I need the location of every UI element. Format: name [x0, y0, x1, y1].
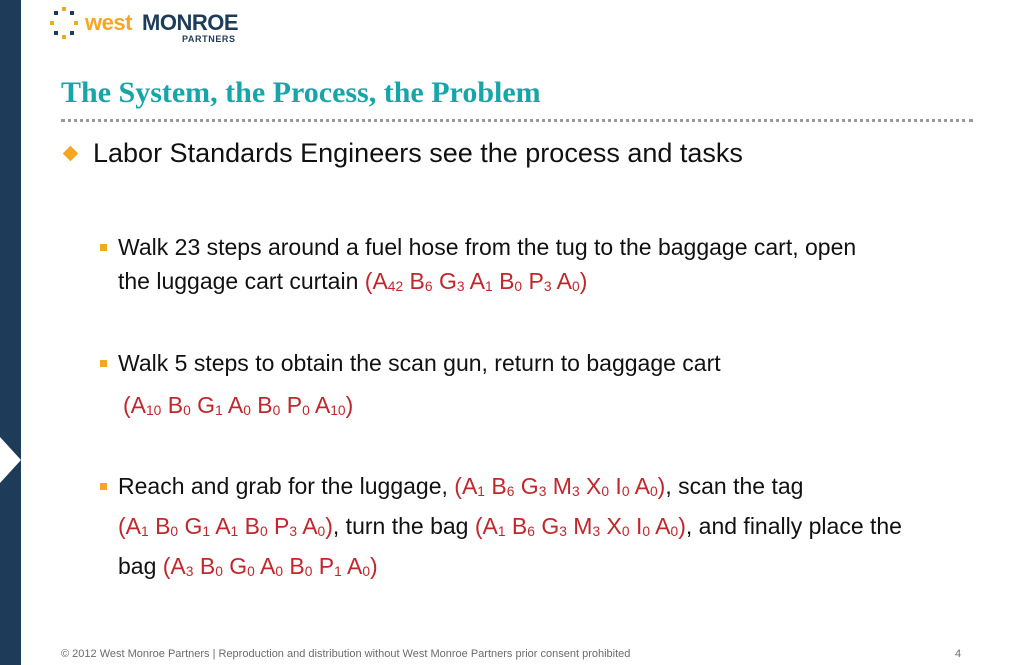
sub-bullet-3-text-1: Reach and grab for the luggage, — [118, 473, 455, 499]
sub-bullet-3-text-4: , and finally place the — [685, 513, 902, 540]
diamond-bullet-icon — [63, 146, 79, 162]
page-number: 4 — [955, 648, 962, 660]
west-monroe-logo — [49, 7, 249, 45]
motion-code: ($A_{10}$ $B_0$ $G_1$ $A_0$ $B_0$ $P_0$ $A_{10}$) — [123, 392, 354, 419]
title-divider — [61, 119, 973, 122]
sub-bullet-1-line-1: Walk 23 steps around a fuel hose from the tug to the baggage cart, open — [118, 234, 857, 260]
slide-title: The System, the Process, the Problem — [61, 76, 541, 109]
main-bullet-text: Labor Standards Engineers see the process and tasks — [93, 138, 743, 168]
footer-copyright: © 2012 West Monroe Partners | Reproduction and distribution without West Monroe Partners prior consent prohibited — [61, 648, 631, 660]
sub-bullet-3-text-2: , scan the tag — [665, 473, 804, 499]
logo-dots-icon — [49, 7, 79, 39]
motion-code: ($A_{42}$ $B_6$ $G_3$ $A_1$ $B_0$ $P_3$ $A_0$) — [364, 268, 588, 295]
motion-code: ($A_1$ $B_6$ $G_3$ $M_3$ $X_0$ $I_0$ $A_0$) — [454, 473, 666, 500]
logo-word-partners: PARTNERS — [182, 34, 236, 44]
sub-bullet-walk-23 — [100, 230, 980, 304]
sub-bullet-3-text-3: , turn the bag — [332, 513, 475, 540]
sub-bullet-walk-5 — [100, 346, 980, 428]
sub-bullet-3-text-5: bag — [118, 553, 163, 580]
sub-bullet-reach-grab — [100, 469, 980, 589]
motion-code: ($A_3$ $B_0$ $G_0$ $A_0$ $B_0$ $P_1$ $A_0$) — [162, 553, 378, 580]
left-accent-bar — [0, 0, 21, 665]
square-bullet-icon — [100, 244, 107, 251]
logo-word-monroe: MONROE — [142, 10, 238, 35]
square-bullet-icon — [100, 360, 107, 367]
left-bar-notch — [0, 437, 21, 483]
motion-code: ($A_1$ $B_6$ $G_3$ $M_3$ $X_0$ $I_0$ $A_0$) — [474, 513, 686, 540]
sub-bullet-1-text: the luggage cart curtain — [118, 268, 365, 294]
sub-bullet-2-line-1: Walk 5 steps to obtain the scan gun, return to baggage cart — [118, 350, 721, 376]
motion-code: ($A_1$ $B_0$ $G_1$ $A_1$ $B_0$ $P_3$ $A_0$) — [118, 513, 333, 540]
square-bullet-icon — [100, 483, 107, 490]
logo-word-west: west — [85, 10, 132, 35]
sub-bullet-1-line-2 — [118, 264, 980, 304]
